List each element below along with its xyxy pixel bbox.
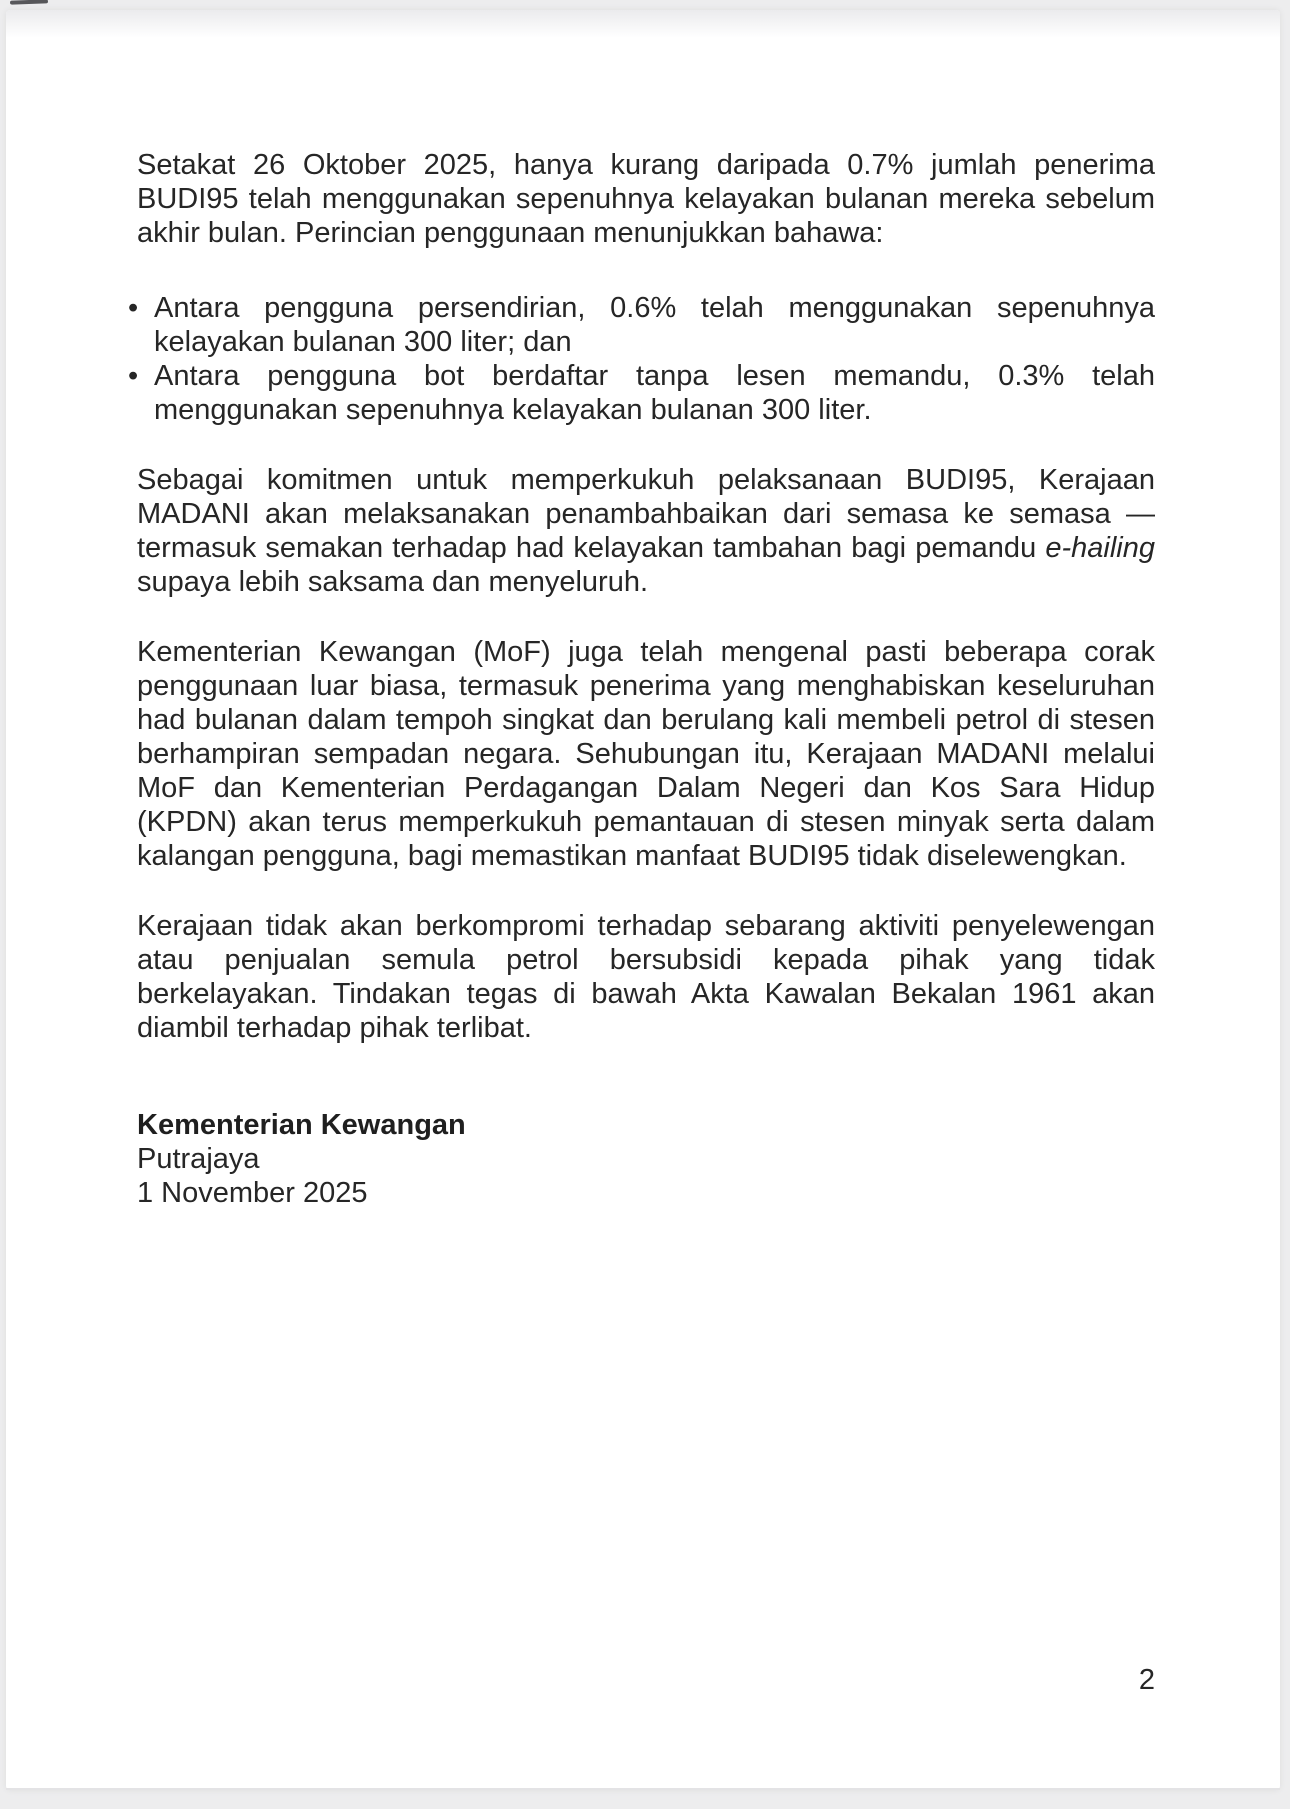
page-number: 2 [1138,1664,1155,1696]
bullet-icon: • [128,360,139,392]
commitment-text-before: Sebagai komitmen untuk memperkukuh pelaksanaan BUDI95, Kerajaan MADANI akan melaksanakan penambahbaikan dari semasa ke semasa — termasuk semakan terhadap had kelayakan tambahan bagi pemandu [137,464,1155,564]
scan-artifact-mark [10,0,48,5]
commitment-paragraph [137,463,1155,599]
monitoring-paragraph: Kementerian Kewangan (MoF) juga telah mengenal pasti beberapa corak penggunaan luar biasa, termasuk penerima yang menghabiskan keseluruhan had bulanan dalam tempoh singkat dan berulang kali membeli petrol di stesen berhampiran sempadan negara. Sehubungan itu, Kerajaan MADANI melalui MoF dan Kementerian Perdagangan Dalam Negeri dan Kos Sara Hidup (KPDN) akan terus memperkukuh pemantauan di stesen minyak serta dalam kalangan pengguna, bagi memastikan manfaat BUDI95 tidak diselewengkan. [137,636,1155,872]
signature-date: 1 November 2025 [137,1177,368,1209]
enforcement-paragraph: Kerajaan tidak akan berkompromi terhadap sebarang aktiviti penyelewengan atau penjualan semula petrol bersubsidi kepada pihak yang tidak berkelayakan. Tindakan tegas di bawah Akta Kawalan Bekalan 1961 akan diambil terhadap pihak terlibat. [137,910,1155,1044]
signature-location: Putrajaya [137,1143,260,1175]
list-item [128,359,1155,427]
intro-paragraph: Setakat 26 Oktober 2025, hanya kurang daripada 0.7% jumlah penerima BUDI95 telah menggunakan sepenuhnya kelayakan bulanan mereka sebelum akhir bulan. Perincian penggunaan menunjukkan bahawa: [137,149,1155,249]
paper-bottom-edge [6,1788,1280,1790]
bullet-item-text: Antara pengguna bot berdaftar tanpa lesen memandu, 0.3% telah menggunakan sepenuhnya kelayakan bulanan 300 liter. [154,360,1155,426]
commitment-text-after: supaya lebih saksama dan menyeluruh. [137,566,649,598]
commitment-text-italic: e-hailing [1045,532,1155,564]
document-body [128,148,1155,1210]
bullet-icon: • [128,292,139,324]
signature-block [137,1108,1155,1210]
signature-organization: Kementerian Kewangan [137,1109,466,1141]
list-item [128,291,1155,359]
usage-bullet-list [128,291,1155,427]
bullet-item-text: Antara pengguna persendirian, 0.6% telah menggunakan sepenuhnya kelayakan bulanan 300 liter; dan [154,292,1155,358]
